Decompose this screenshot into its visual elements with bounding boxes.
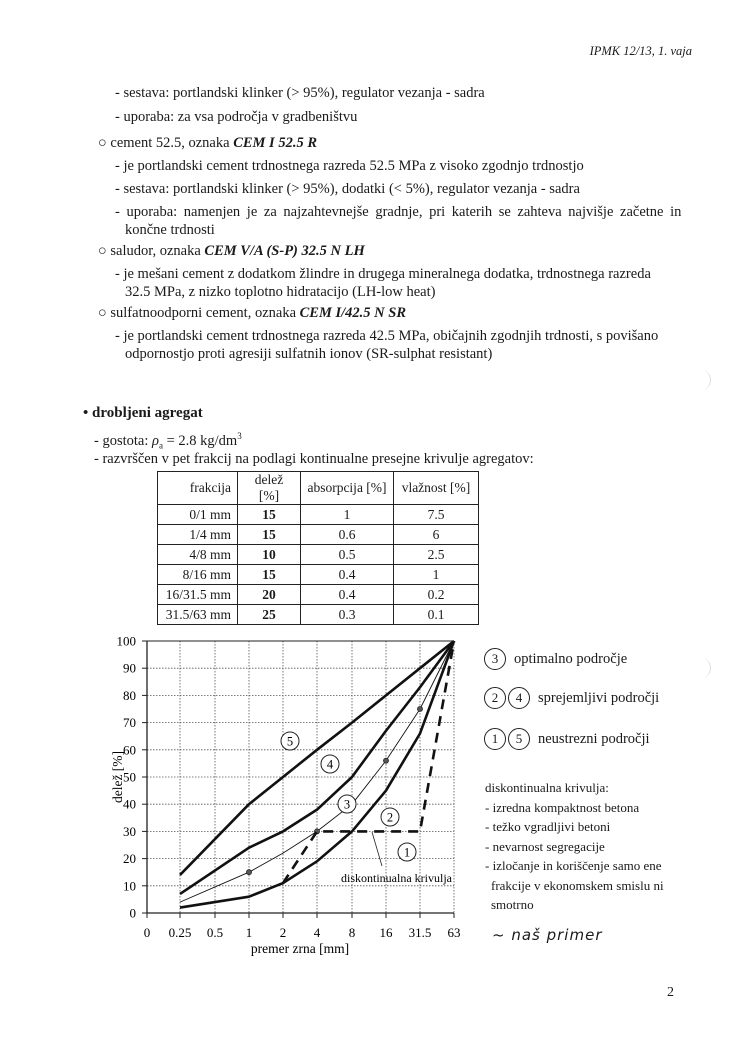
table-header: delež [%] [238,472,301,505]
region-label-5 [281,732,299,750]
legend-label: optimalno področje [514,650,628,667]
svg-text:50: 50 [123,769,136,785]
legend-item-acceptable [484,687,659,709]
table-cell: 0.4 [301,565,394,585]
svg-text:3: 3 [343,797,351,812]
handwritten-note: ~ naš primer [492,926,603,944]
table-header: absorpcija [%] [301,472,394,505]
table-cell: 31.5/63 mm [158,605,238,625]
text-line: - uporaba: namenjen je za najzahtevnejše gradnje, pri katerih se zahteva najvišje začetne in [115,204,682,220]
table-cell: 15 [238,525,301,545]
notes-title: diskontinualna krivulja: [485,780,609,795]
table-cell: 0.5 [301,545,394,565]
table-header: vlažnost [%] [394,472,479,505]
chart-axes [117,634,461,941]
svg-text:90: 90 [123,660,136,676]
note-item: - izredna kompaktnost betona [485,799,640,815]
text-line: - uporaba: za vsa področja v gradbeništvu [115,109,358,125]
svg-text:63: 63 [447,925,461,940]
cement-code: CEM V/A (S-P) 32.5 N LH [204,243,365,259]
cement-title: ○ cement 52.5, oznaka CEM I 52.5 R [98,135,317,151]
table-cell: 15 [238,565,301,585]
table-cell: 2.5 [394,545,479,565]
svg-text:4: 4 [326,757,334,772]
legend-item-unsuitable [484,728,650,750]
table-cell: 8/16 mm [158,565,238,585]
legend-item-optimal [484,648,627,670]
cement-title: ○ sulfatnoodporni cement, oznaka CEM I/42.5 N SR [98,305,407,321]
table-cell: 1 [394,565,479,585]
svg-text:5: 5 [286,734,294,749]
region-label-2 [381,808,399,826]
page-number: 2 [667,985,674,1000]
svg-text:20: 20 [123,851,136,867]
region-marker: 2 [484,687,506,709]
cement-title: ○ saludor, oznaka CEM V/A (S-P) 32.5 N LH [98,243,365,259]
table-cell: 1 [301,505,394,525]
table-cell: 7.5 [394,505,479,525]
text-line: 32.5 MPa, z nizko toplotno hidratacijo (LH-low heat) [125,284,436,300]
text-line: - je mešani cement z dodatkom žlindre in drugega mineralnega dodatka, trdnostnega razreda [115,266,651,282]
table-cell: 15 [238,505,301,525]
svg-text:0: 0 [129,905,136,921]
text-line: - razvrščen v pet frakcij na podlagi kontinualne presejne krivulje agregatov: [94,451,534,467]
table-header: frakcija [158,472,238,505]
x-axis-label: premer zrna [mm] [250,941,350,956]
text-line: - sestava: portlandski klinker (> 95%), dodatki (< 5%), regulator vezanja - sadra [115,181,580,197]
svg-text:0: 0 [143,925,151,940]
section-title: • drobljeni agregat [83,405,203,421]
text-line: končne trdnosti [125,222,215,238]
svg-text:0.5: 0.5 [206,925,224,940]
svg-text:80: 80 [123,687,136,703]
region-label-3 [338,795,356,813]
note-item: frakcije v ekonomskem smislu ni [491,877,664,893]
cement-code: CEM I/42.5 N SR [299,305,407,321]
table-cell: 1/4 mm [158,525,238,545]
discontinuous-notes [485,778,664,915]
table-cell: 0/1 mm [158,505,238,525]
svg-text:70: 70 [123,715,136,731]
table-cell: 0.4 [301,585,394,605]
svg-text:4: 4 [313,925,321,940]
table-cell: 6 [394,525,479,545]
note-item: - izločanje in koriščenje samo ene [485,858,662,873]
svg-text:30: 30 [123,823,136,839]
svg-text:diskontinualna krivulja: diskontinualna krivulja [341,871,452,885]
svg-text:31.5: 31.5 [408,925,432,940]
svg-text:16: 16 [379,925,393,940]
svg-text:0.25: 0.25 [168,925,192,940]
table-cell: 0.1 [394,605,479,625]
text-line: - sestava: portlandski klinker (> 95%), regulator vezanja - sadra [115,85,485,101]
region-marker: 4 [508,687,530,709]
page-header: IPMK 12/13, 1. vaja [589,44,692,58]
region-marker: 3 [484,648,506,670]
table-cell: 0.2 [394,585,479,605]
region-marker: 1 [484,728,506,750]
table-cell: 0.6 [301,525,394,545]
svg-text:1: 1 [403,845,411,860]
text-line: - je portlandski cement trdnostnega razreda 52.5 MPa z visoko zgodnjo trdnostjo [115,158,584,174]
legend-label: neustrezni področji [538,730,650,747]
region-label-1 [398,843,416,861]
region-marker: 5 [508,728,530,750]
svg-text:10: 10 [123,878,136,894]
note-item: - nevarnost segregacije [485,838,605,854]
density-line: - gostota: $\rho_a = 2.8$ $kg/dm^3$ [94,431,242,451]
text-line: - je portlandski cement trdnostnega razreda 42.5 MPa, običajnih zgodnjih trdnosti, s povišano [115,328,659,344]
region-label-4 [321,755,339,773]
note-item: - težko vgradljivi betoni [485,819,611,834]
table-cell: 0.3 [301,605,394,625]
table-cell: 4/8 mm [158,545,238,565]
svg-text:2: 2 [386,810,394,825]
table-cell: 25 [238,605,301,625]
legend-label: sprejemljivi področji [538,689,660,706]
table-cell: 10 [238,545,301,565]
text-line: odpornostjo proti agresiji sulfatnih ionov (SR-sulphat resistant) [125,346,493,362]
svg-text:2: 2 [279,925,287,940]
note-item: smotrno [491,897,534,912]
svg-text:1: 1 [245,925,253,940]
table-cell: 20 [238,585,301,605]
svg-text:100: 100 [116,633,136,649]
svg-text:60: 60 [123,742,136,758]
y-axis-label: delež [%] [110,750,125,804]
svg-text:40: 40 [123,796,136,812]
svg-text:8: 8 [348,925,356,940]
cement-code: CEM I 52.5 R [233,135,317,151]
table-cell: 16/31.5 mm [158,585,238,605]
